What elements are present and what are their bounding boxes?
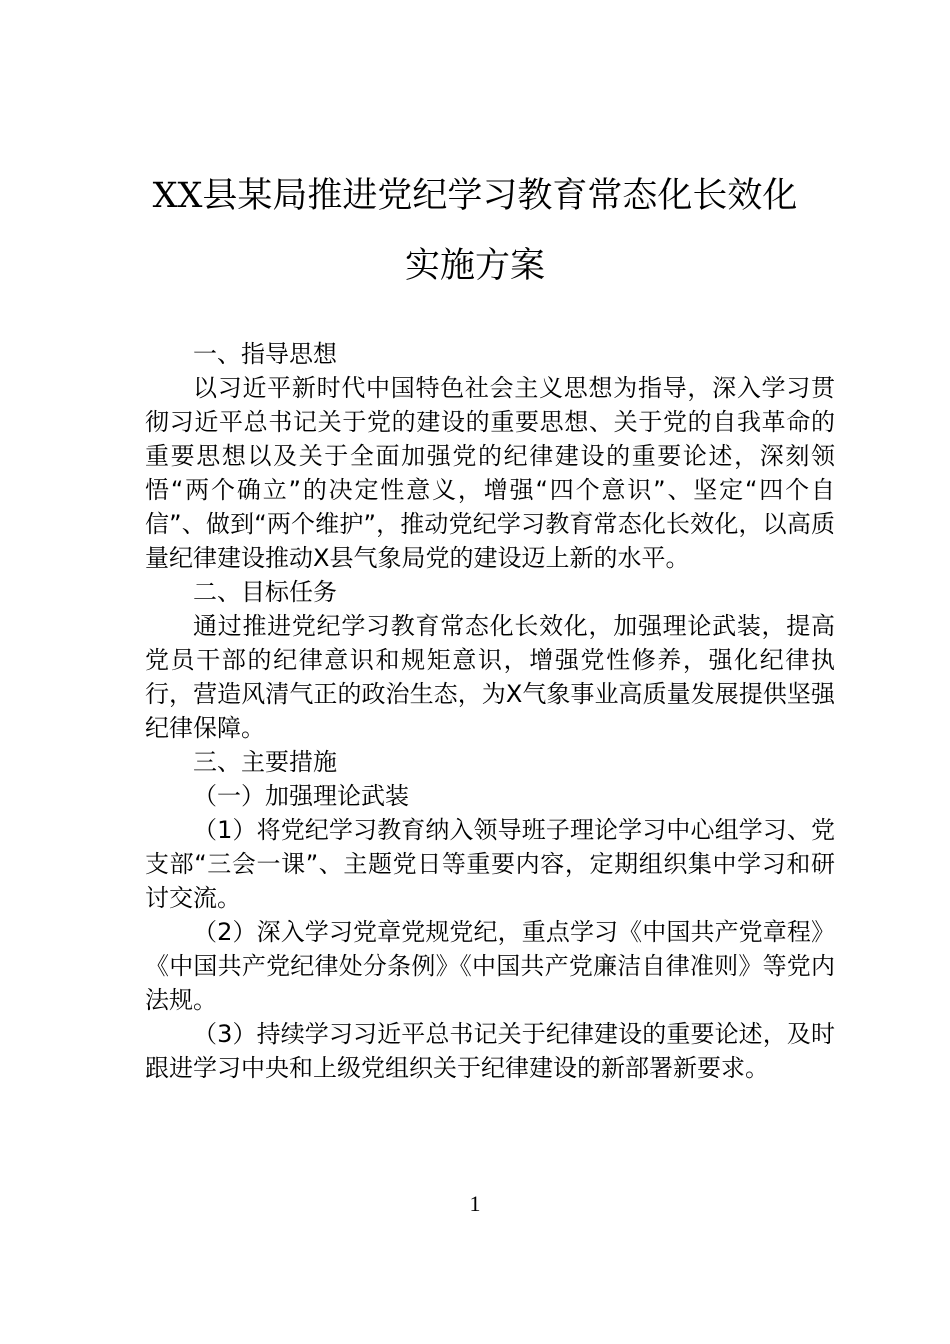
paragraph-measure-3: （3）持续学习习近平总书记关于纪律建设的重要论述，及时跟进学习中央和上级党组织关于纪律建设的新部署新要求。 — [145, 1020, 835, 1082]
document-title-line1: XX县某局推进党纪学习教育常态化长效化 — [152, 176, 798, 216]
paragraph-measure-2: （2）深入学习党章党规党纪，重点学习《中国共产党章程》《中国共产党纪律处分条例》《中国共产党廉洁自律准则》等党内法规。 — [145, 918, 835, 1014]
paragraph-goals: 通过推进党纪学习教育常态化长效化，加强理论武装，提高党员干部的纪律意识和规矩意识，增强党性修养，强化纪律执行，营造风清气正的政治生态，为X气象事业高质量发展提供坚强纪律保障。 — [145, 612, 835, 742]
document-title-line2: 实施方案 — [404, 246, 545, 286]
subheading-theory: （一）加强理论武装 — [193, 782, 409, 810]
paragraph-guiding-ideology: 以习近平新时代中国特色社会主义思想为指导，深入学习贯彻习近平总书记关于党的建设的重要思想、关于党的自我革命的重要思想以及关于全面加强党的纪律建设的重要论述，深刻领悟“两个确立”的决定性意义，增强“四个意识”、坚定“四个自信”、做到“两个维护”，推动党纪学习教育常态化长效化，以高质量纪律建设推动X县气象局党的建设迈上新的水平。 — [145, 374, 835, 572]
page-number: 1 — [469, 1191, 481, 1216]
paragraph-measure-1: （1）将党纪学习教育纳入领导班子理论学习中心组学习、党支部“三会一课”、主题党日等重要内容，定期组织集中学习和研讨交流。 — [145, 816, 835, 912]
section-heading-guiding-ideology: 一、指导思想 — [193, 340, 337, 368]
section-heading-measures: 三、主要措施 — [193, 748, 337, 776]
section-heading-goals: 二、目标任务 — [193, 578, 337, 606]
document-body — [145, 337, 835, 1085]
